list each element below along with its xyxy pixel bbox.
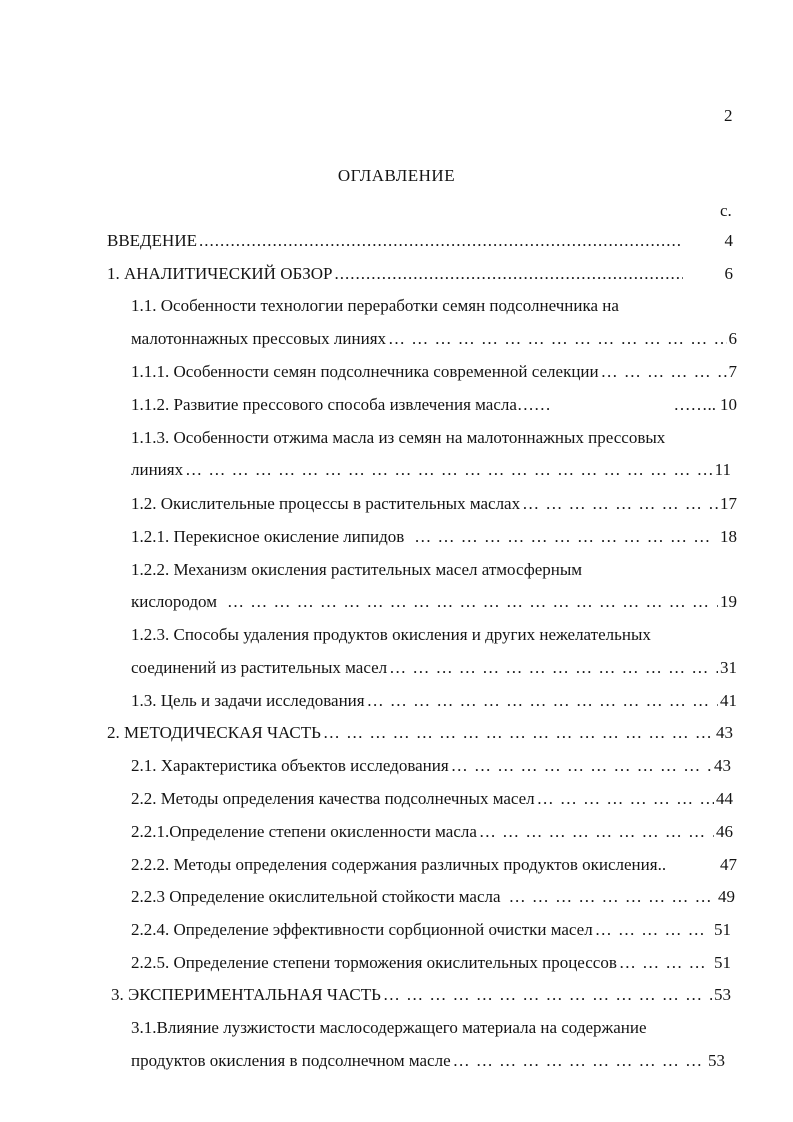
dot-leader: ……..	[673, 395, 716, 414]
toc-entry-page: 43	[716, 723, 733, 742]
toc-entry-page: 49	[718, 887, 735, 906]
toc-entry-text: 2.1. Характеристика объектов исследования	[131, 756, 449, 775]
dot-leader	[185, 460, 713, 480]
toc-entry-text: 2.2.4. Определение эффективности сорбционной очистки масел	[131, 920, 593, 939]
toc-entry-text: 2.2. Методы определения качества подсолнечных масел	[131, 789, 535, 808]
toc-entry-text: 2.2.1.Определение степени окисленности масла	[131, 822, 477, 841]
toc-entry-page: 6	[724, 264, 733, 283]
dot-leader	[367, 691, 718, 711]
toc-entry-1-3[interactable]	[131, 691, 737, 711]
toc-entry-text: 2.2.5. Определение степени торможения окислительных процессов	[131, 953, 617, 972]
toc-entry-page: 17	[720, 494, 737, 513]
toc-entry-text: малотоннажных прессовых линиях	[131, 329, 387, 348]
toc-entry-page: 4	[724, 231, 733, 250]
toc-entry-page: 6	[728, 329, 737, 348]
dot-leader	[383, 985, 712, 1005]
toc-title: ОГЛАВЛЕНИЕ	[337, 166, 456, 185]
toc-entry-page: 53	[708, 1051, 725, 1070]
dot-leader	[335, 264, 683, 284]
toc-entry-page: 19	[720, 592, 737, 611]
toc-entry-2-2-2[interactable]	[131, 855, 737, 875]
dot-leader	[522, 494, 718, 514]
toc-entry-text: соединений из растительных масел	[131, 658, 388, 677]
toc-entry-page: 43	[714, 756, 731, 775]
toc-entry-3-1[interactable]: 3.1.Влияние лузжистости маслосодержащего материала на содержание	[131, 1018, 647, 1037]
dot-leader	[479, 822, 714, 842]
toc-entry-page: 41	[720, 691, 737, 710]
dot-leader	[509, 887, 716, 907]
dot-leader	[601, 362, 727, 382]
toc-entry-text: 1.2. Окислительные процессы в растительных маслах	[131, 494, 521, 513]
toc-entry-page: 10	[720, 395, 737, 414]
toc-entry-text: 2. МЕТОДИЧЕСКАЯ ЧАСТЬ	[107, 723, 321, 742]
toc-entry-text: 2.2.3 Определение окислительной стойкости масла	[131, 887, 501, 906]
toc-entry-2-2-1[interactable]	[131, 822, 733, 842]
dot-leader	[323, 723, 714, 743]
dot-leader	[388, 329, 726, 349]
toc-entry-3-1-cont[interactable]	[131, 1051, 725, 1071]
page-number: 2	[724, 106, 733, 125]
toc-entry-text: 2.2.2. Методы определения содержания различных продуктов окисления..	[131, 855, 667, 874]
toc-entry-2[interactable]	[107, 723, 733, 743]
toc-entry-2-1[interactable]	[131, 756, 731, 776]
dot-leader	[595, 920, 712, 940]
toc-entry-text: 1.1.1. Особенности семян подсолнечника современной селекции	[131, 362, 599, 381]
toc-entry-3[interactable]	[111, 985, 731, 1005]
dot-leader	[537, 789, 714, 809]
dot-leader	[414, 527, 718, 547]
toc-entry-1-2[interactable]	[131, 494, 737, 514]
toc-entry-1-2-2-cont[interactable]	[131, 592, 737, 612]
dot-leader	[227, 592, 718, 612]
toc-entry-1-2-1[interactable]	[131, 527, 737, 547]
toc-entry-text: 1. АНАЛИТИЧЕСКИЙ ОБЗОР	[107, 264, 333, 283]
toc-entry-page: 51	[714, 953, 731, 972]
toc-entry-1-2-3[interactable]: 1.2.3. Способы удаления продуктов окисления и других нежелательных	[131, 625, 651, 644]
toc-entry-2-2-5[interactable]	[131, 953, 731, 973]
toc-entry-1-1-1[interactable]	[131, 362, 737, 382]
toc-entry-1-2-3-cont[interactable]	[131, 658, 737, 678]
toc-entry-1-1-3-cont[interactable]	[131, 460, 731, 480]
toc-entry-text: линиях	[131, 460, 184, 479]
toc-entry-1-1-3[interactable]: 1.1.3. Особенности отжима масла из семян на малотоннажных прессовых	[131, 428, 666, 447]
toc-entry-2-2-4[interactable]	[131, 920, 731, 940]
toc-entry-2-2[interactable]	[131, 789, 733, 809]
toc-entry-text: кислородом	[131, 592, 217, 611]
page-column-label: с.	[720, 201, 732, 220]
toc-entry-2-2-3[interactable]	[131, 887, 735, 907]
toc-entry-page: 44	[716, 789, 733, 808]
toc-entry-page: 11	[714, 460, 731, 479]
toc-entry-intro[interactable]	[107, 231, 733, 251]
dot-leader	[453, 1051, 706, 1071]
dot-leader	[451, 756, 712, 776]
toc-entry-text: продуктов окисления в подсолнечном масле	[131, 1051, 451, 1070]
toc-entry-page: 18	[720, 527, 737, 546]
toc-entry-1-1[interactable]: 1.1. Особенности технологии переработки семян подсолнечника на	[131, 296, 619, 315]
toc-entry-1-1-2[interactable]	[131, 395, 737, 415]
toc-entry-page: 31	[720, 658, 737, 677]
toc-entry-page: 46	[716, 822, 733, 841]
toc-entry-page: 53	[714, 985, 731, 1004]
toc-entry-page: 47	[720, 855, 737, 874]
toc-entry-text: 1.3. Цель и задачи исследования	[131, 691, 365, 710]
dot-leader	[199, 231, 683, 251]
toc-entry-page: 7	[728, 362, 737, 381]
toc-entry-text: ВВЕДЕНИЕ	[107, 231, 197, 250]
toc-entry-text: 3. ЭКСПЕРИМЕНТАЛЬНАЯ ЧАСТЬ	[111, 985, 381, 1004]
toc-entry-text: 1.1.2. Развитие прессового способа извлечения масла……	[131, 395, 551, 414]
dot-leader	[619, 953, 712, 973]
toc-entry-text: 1.2.1. Перекисное окисление липидов	[131, 527, 405, 546]
toc-entry-1-2-2[interactable]: 1.2.2. Механизм окисления растительных масел атмосферным	[131, 560, 583, 579]
toc-entry-page: 51	[714, 920, 731, 939]
dot-leader	[389, 658, 718, 678]
toc-entry-1[interactable]	[107, 264, 733, 284]
toc-entry-1-1-cont[interactable]	[131, 329, 737, 349]
